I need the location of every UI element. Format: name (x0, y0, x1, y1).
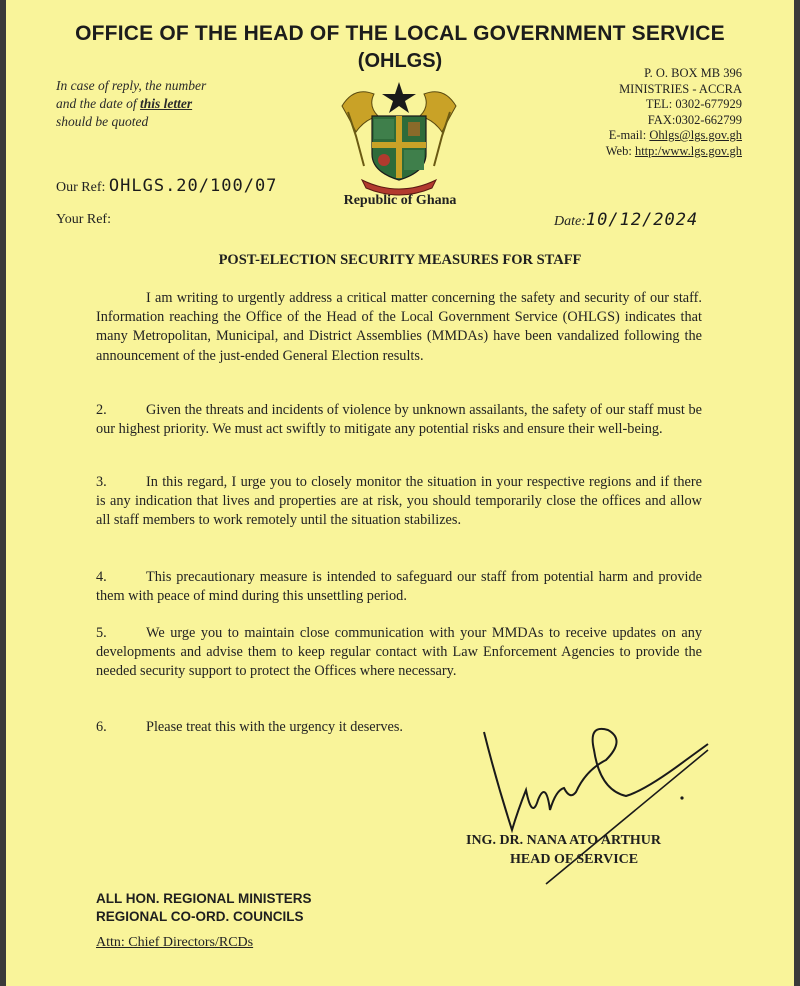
email-line (606, 128, 742, 144)
paragraph-text: Given the threats and incidents of violence by unknown assailants, the safety of our staff must be our highest priority. We must act swiftly to mitigate any potential risks and ensure their well-being. (96, 402, 702, 438)
crest-caption: Republic of Ghana (343, 193, 457, 208)
paragraph-number: 6. (96, 719, 107, 735)
letter-page (6, 0, 794, 986)
po-box: P. O. BOX MB 396 (644, 66, 742, 80)
our-ref-value: OHLGS.20/100/07 (108, 176, 278, 196)
reply-note-line3: should be quoted (56, 114, 149, 129)
your-reference (56, 212, 111, 228)
paragraph-3 (96, 473, 702, 531)
subject-heading: POST-ELECTION SECURITY MEASURES FOR STAFF (218, 252, 582, 268)
paragraph-text: Please treat this with the urgency it deserves. (146, 719, 404, 735)
telephone: TEL: 0302-677929 (645, 97, 742, 111)
reply-note-line2 (56, 95, 206, 113)
recipients-block (96, 890, 312, 926)
web-line (606, 144, 742, 160)
signatory-title: HEAD OF SERVICE (510, 852, 639, 867)
paragraph-text: We urge you to maintain close communication with your MMDAs to receive updates on any developments and advise them to keep regular contact with Law Enforcement Agencies to provide the needed security support to protect the Offices where necessary. (96, 625, 702, 680)
location: MINISTRIES - ACCRA (619, 81, 742, 96)
reply-note-line1: In case of reply, the number (56, 78, 207, 93)
paragraph-5 (96, 624, 702, 682)
office-acronym: (OHLGS) (357, 50, 443, 72)
paragraph-4 (96, 568, 702, 606)
fax: FAX:0302-662799 (647, 112, 742, 127)
reply-note (56, 77, 206, 131)
email-link[interactable]: Ohlgs@lgs.gov.gh (649, 128, 742, 142)
date-label: Date: (554, 214, 586, 229)
paragraph-text: This precautionary measure is intended to safeguard our staff from potential harm and provide them with peace of mind during this unsettling period. (96, 569, 702, 605)
paragraph-number: 2. (96, 402, 107, 418)
attention-line: Attn: Chief Directors/RCDs (96, 935, 254, 950)
office-title: OFFICE OF THE HEAD OF THE LOCAL GOVERNMENT SERVICE (75, 22, 725, 45)
paragraph-1: I am writing to urgently address a critical matter concerning the safety and security of our staff. Information reaching the Office of the Head of the Local Government Service (OHLGS) indicates that many Metropolitan, Municipal, and District Assemblies (MMDAs) have been vandalized following the announcement of the just-ended General Election results. (96, 290, 702, 364)
contact-block (606, 66, 742, 159)
signatory-name: ING. DR. NANA ATO ARTHUR (466, 833, 662, 848)
your-ref-label: Your Ref: (56, 212, 111, 227)
paragraph-text: In this regard, I urge you to closely monitor the situation in your respective regions and if there is any indication that lives and properties are at risk, you should temporarily close the offices and allow all staff members to work remotely until the situation stabilizes. (96, 474, 702, 529)
paragraph-number: 3. (96, 474, 107, 490)
paragraph-number: 4. (96, 569, 107, 585)
our-ref-label: Our Ref: (56, 180, 106, 195)
web-link[interactable]: http:/www.lgs.gov.gh (634, 143, 742, 158)
recipient-line-2: REGIONAL CO-ORD. COUNCILS (96, 909, 304, 924)
reply-note-prefix: and the date of (56, 96, 140, 111)
our-reference (56, 176, 277, 196)
reply-note-emphasis: this letter (140, 96, 193, 111)
email-label: E-mail: (608, 128, 650, 142)
web-label: Web: (605, 143, 635, 158)
ghana-coat-of-arms-icon (334, 76, 464, 196)
paragraph-number: 5. (96, 625, 107, 641)
paragraph-2 (96, 401, 702, 439)
right-border (794, 0, 800, 986)
date-value: 10/12/2024 (585, 210, 699, 230)
recipient-line-1: ALL HON. REGIONAL MINISTERS (96, 891, 312, 906)
letter-date (554, 210, 698, 230)
